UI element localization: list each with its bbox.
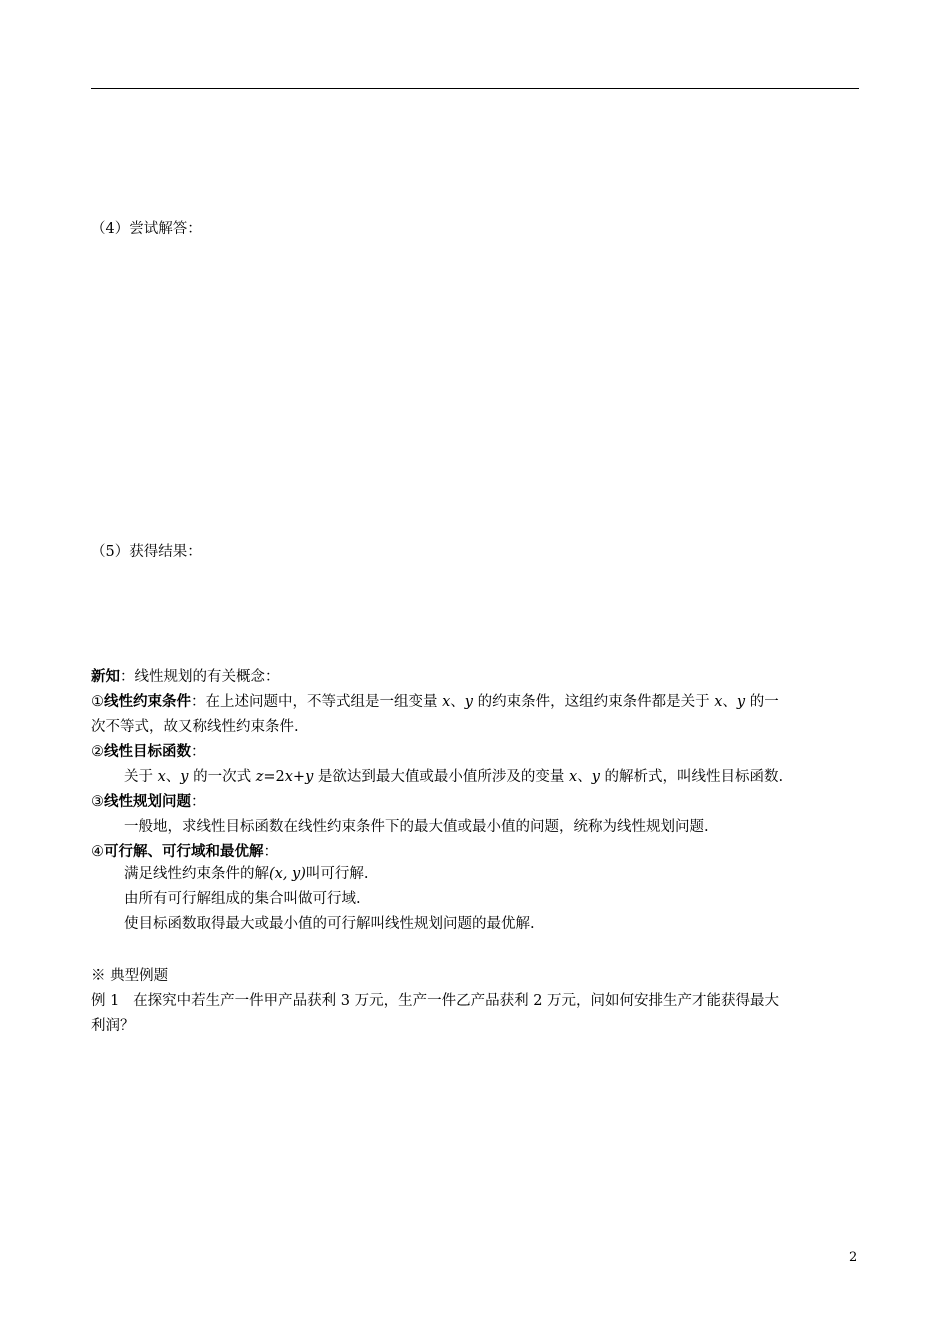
concept-2-text-d: 的解析式，叫线性目标函数. <box>599 769 784 785</box>
concept-2-text-c: 是欲达到最大值或最小值所涉及的变量 <box>313 769 569 785</box>
concept-2-body <box>124 767 783 787</box>
colon: ： <box>191 744 206 760</box>
concept-1-number: ① <box>91 694 104 710</box>
concept-4-title: 可行解、可行域和最优解 <box>104 843 264 860</box>
separator: 、 <box>722 694 737 710</box>
var-y: y <box>736 694 746 710</box>
concept-2-text-a: 关于 <box>124 769 158 785</box>
concept-4-line-1 <box>124 864 369 884</box>
concept-3-title: 线性规划问题 <box>104 793 191 810</box>
var-y: y <box>591 769 600 785</box>
concept-2-text-b: 的一次式 <box>188 769 256 785</box>
page-number: 2 <box>849 1250 858 1265</box>
example-1-text: 在探究中若生产一件甲产品获利 3 万元，生产一件乙产品获利 2 万元，问如何安排生产才能获得最大 <box>133 993 780 1009</box>
concept-4-heading <box>91 842 278 862</box>
new-knowledge-heading <box>91 667 280 687</box>
var-y: y <box>464 694 473 710</box>
var-y: y <box>305 769 314 785</box>
separator: 、 <box>165 769 181 785</box>
concept-1-text-c: 的一 <box>745 694 779 710</box>
concept-4-line-2: 由所有可行解组成的集合叫做可行域. <box>124 891 361 907</box>
plus: + <box>292 769 306 785</box>
step-5-heading: （5）获得结果： <box>91 544 202 560</box>
concept-1-text-b: 的约束条件，这组约束条件都是关于 <box>473 694 715 710</box>
concept-4-number: ④ <box>91 844 104 860</box>
concept-2-number: ② <box>91 744 104 760</box>
concept-4-text-a: 满足线性约束条件的解 <box>124 866 269 882</box>
concept-3-body: 一般地，求线性目标函数在线性约束条件下的最大值或最小值的问题，统称为线性规划问题. <box>124 819 709 835</box>
colon: ： <box>191 794 206 810</box>
colon: ： <box>263 844 278 860</box>
var-z: z <box>255 769 264 785</box>
concept-2-heading <box>91 742 206 762</box>
concept-1-title: 线性约束条件 <box>104 693 191 710</box>
example-1-label: 例 1 <box>91 993 120 1009</box>
new-knowledge-text: ：线性规划的有关概念： <box>120 669 280 685</box>
concept-3-number: ③ <box>91 794 104 810</box>
var-y: y <box>180 769 189 785</box>
concept-2-title: 线性目标函数 <box>104 743 191 760</box>
concept-1-text-a: ：在上述问题中，不等式组是一组变量 <box>191 694 443 710</box>
example-1-line-1 <box>91 991 779 1011</box>
concept-1 <box>91 692 779 712</box>
example-1-line-2: 利润？ <box>91 1018 135 1034</box>
concept-1-line-2: 次不等式，故又称线性约束条件. <box>91 719 299 735</box>
concept-3-heading <box>91 792 206 812</box>
var-x: x <box>569 769 578 785</box>
concept-4-text-b: 叫可行解. <box>305 866 369 882</box>
var-x: x <box>284 769 293 785</box>
var-x: x <box>442 694 451 710</box>
solution-pair: (x, y) <box>269 866 306 882</box>
header-rule <box>91 88 859 89</box>
new-knowledge-label: 新知 <box>91 668 120 685</box>
var-x: x <box>714 694 723 710</box>
examples-heading: ※ 典型例题 <box>91 968 169 984</box>
separator: 、 <box>577 769 592 785</box>
equals-two: =2 <box>263 769 285 785</box>
var-x: x <box>157 769 166 785</box>
concept-4-line-3: 使目标函数取得最大或最小值的可行解叫线性规划问题的最优解. <box>124 916 535 932</box>
step-4-heading: （4）尝试解答： <box>91 221 202 237</box>
separator: 、 <box>450 694 465 710</box>
